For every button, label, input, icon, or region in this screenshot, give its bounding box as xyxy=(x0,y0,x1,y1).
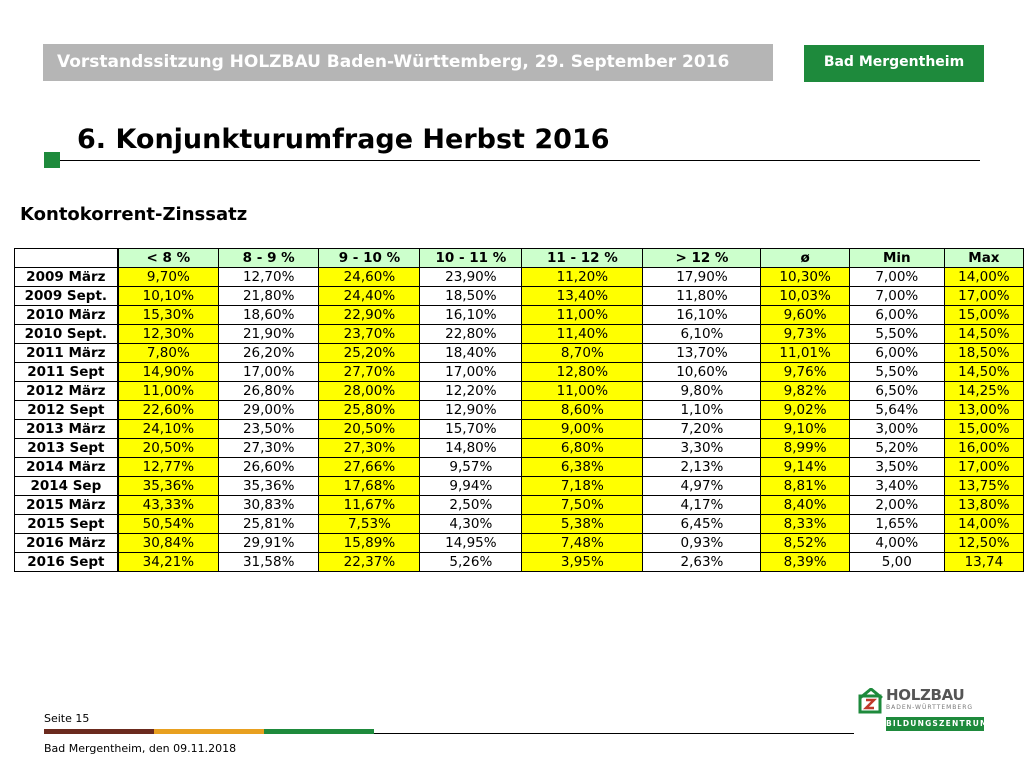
page-number: Seite 15 xyxy=(44,712,90,725)
footer-date-line: Bad Mergentheim, den 09.11.2018 xyxy=(44,742,237,755)
table-cell: 14,25% xyxy=(944,382,1023,401)
title-bullet-square xyxy=(44,152,60,168)
table-cell: 7,00% xyxy=(849,268,944,287)
table-cell: 30,83% xyxy=(219,496,319,515)
table-cell: 9,14% xyxy=(761,458,849,477)
table-cell: 7,53% xyxy=(319,515,420,534)
table-cell: 6,38% xyxy=(522,458,643,477)
footer-color-stripes xyxy=(44,729,374,734)
table-cell: 29,00% xyxy=(219,401,319,420)
table-cell: 16,00% xyxy=(944,439,1023,458)
table-cell: 28,00% xyxy=(319,382,420,401)
table-cell: 5,64% xyxy=(849,401,944,420)
table-cell: 15,89% xyxy=(319,534,420,553)
table-cell: 10,30% xyxy=(761,268,849,287)
table-cell: 17,68% xyxy=(319,477,420,496)
title-underline xyxy=(60,160,980,161)
table-cell: 11,67% xyxy=(319,496,420,515)
table-cell: 35,36% xyxy=(118,477,219,496)
table-cell: 25,80% xyxy=(319,401,420,420)
table-cell: 6,50% xyxy=(849,382,944,401)
table-cell: 10,03% xyxy=(761,287,849,306)
table-cell: 11,20% xyxy=(522,268,643,287)
table-cell: 10,60% xyxy=(643,363,761,382)
table-cell: 13,74 xyxy=(944,553,1023,572)
table-cell: 5,20% xyxy=(849,439,944,458)
table-cell: 9,00% xyxy=(522,420,643,439)
page-title: 6. Konjunkturumfrage Herbst 2016 xyxy=(77,124,610,155)
table-cell: 12,20% xyxy=(420,382,522,401)
holzbau-logo-icon xyxy=(858,688,884,714)
table-cell: 9,76% xyxy=(761,363,849,382)
table-cell: 9,73% xyxy=(761,325,849,344)
table-cell: 7,20% xyxy=(643,420,761,439)
row-label: 2016 Sept xyxy=(15,553,118,572)
table-cell: 7,48% xyxy=(522,534,643,553)
table-cell: 17,00% xyxy=(944,287,1023,306)
table-cell: 17,00% xyxy=(944,458,1023,477)
column-header: 11 - 12 % xyxy=(522,249,643,268)
table-corner-cell xyxy=(15,249,118,268)
table-cell: 14,50% xyxy=(944,325,1023,344)
column-header: < 8 % xyxy=(118,249,219,268)
column-header: Min xyxy=(849,249,944,268)
table-cell: 6,80% xyxy=(522,439,643,458)
table-cell: 8,70% xyxy=(522,344,643,363)
table-cell: 15,00% xyxy=(944,420,1023,439)
table-cell: 3,00% xyxy=(849,420,944,439)
table-cell: 17,90% xyxy=(643,268,761,287)
column-header: 8 - 9 % xyxy=(219,249,319,268)
row-label: 2014 März xyxy=(15,458,118,477)
table-cell: 15,70% xyxy=(420,420,522,439)
meeting-title-bar xyxy=(43,44,773,81)
table-cell: 4,00% xyxy=(849,534,944,553)
table-cell: 30,84% xyxy=(118,534,219,553)
row-label: 2012 März xyxy=(15,382,118,401)
table-cell: 29,91% xyxy=(219,534,319,553)
table-cell: 22,37% xyxy=(319,553,420,572)
table-cell: 24,40% xyxy=(319,287,420,306)
location-badge xyxy=(804,45,984,82)
column-header: > 12 % xyxy=(643,249,761,268)
table-cell: 27,66% xyxy=(319,458,420,477)
table-cell: 7,80% xyxy=(118,344,219,363)
table-cell: 26,20% xyxy=(219,344,319,363)
table-cell: 8,40% xyxy=(761,496,849,515)
table-cell: 12,30% xyxy=(118,325,219,344)
table-cell: 5,50% xyxy=(849,363,944,382)
table-cell: 23,50% xyxy=(219,420,319,439)
row-label: 2009 März xyxy=(15,268,118,287)
table-cell: 6,00% xyxy=(849,344,944,363)
table-row xyxy=(15,287,1024,306)
table-row xyxy=(15,439,1024,458)
table-row xyxy=(15,325,1024,344)
table-cell: 6,45% xyxy=(643,515,761,534)
table-row xyxy=(15,306,1024,325)
table-cell: 12,80% xyxy=(522,363,643,382)
row-label: 2015 Sept xyxy=(15,515,118,534)
table-row xyxy=(15,268,1024,287)
logo-bar-text: BILDUNGSZENTRUM xyxy=(886,717,984,731)
table-cell: 2,00% xyxy=(849,496,944,515)
table-cell: 9,70% xyxy=(118,268,219,287)
table-cell: 14,00% xyxy=(944,268,1023,287)
table-cell: 35,36% xyxy=(219,477,319,496)
table-cell: 20,50% xyxy=(319,420,420,439)
table-cell: 7,18% xyxy=(522,477,643,496)
table-row xyxy=(15,477,1024,496)
table-cell: 24,60% xyxy=(319,268,420,287)
row-label: 2010 März xyxy=(15,306,118,325)
table-cell: 3,40% xyxy=(849,477,944,496)
table-cell: 18,50% xyxy=(420,287,522,306)
table-cell: 3,95% xyxy=(522,553,643,572)
table-cell: 0,93% xyxy=(643,534,761,553)
table-cell: 11,40% xyxy=(522,325,643,344)
logo-subtitle: BADEN-WÜRTTEMBERG xyxy=(886,704,974,711)
table-cell: 34,21% xyxy=(118,553,219,572)
table-cell: 5,26% xyxy=(420,553,522,572)
holzbau-logo xyxy=(858,686,989,736)
table-cell: 27,30% xyxy=(219,439,319,458)
table-cell: 12,90% xyxy=(420,401,522,420)
table-cell: 26,60% xyxy=(219,458,319,477)
table-cell: 50,54% xyxy=(118,515,219,534)
table-cell: 31,58% xyxy=(219,553,319,572)
table-cell: 14,90% xyxy=(118,363,219,382)
table-cell: 13,70% xyxy=(643,344,761,363)
row-label: 2015 März xyxy=(15,496,118,515)
table-cell: 9,02% xyxy=(761,401,849,420)
table-header-row xyxy=(15,249,1024,268)
location-label: Bad Mergentheim xyxy=(823,54,965,70)
column-header: ø xyxy=(761,249,849,268)
table-cell: 4,17% xyxy=(643,496,761,515)
table-cell: 14,00% xyxy=(944,515,1023,534)
table-cell: 21,90% xyxy=(219,325,319,344)
table-cell: 11,00% xyxy=(522,306,643,325)
table-cell: 3,30% xyxy=(643,439,761,458)
row-label: 2010 Sept. xyxy=(15,325,118,344)
row-label: 2012 Sept xyxy=(15,401,118,420)
table-row xyxy=(15,420,1024,439)
table-cell: 11,00% xyxy=(118,382,219,401)
table-row xyxy=(15,344,1024,363)
row-label: 2009 Sept. xyxy=(15,287,118,306)
table-cell: 18,50% xyxy=(944,344,1023,363)
table-cell: 8,60% xyxy=(522,401,643,420)
table-cell: 21,80% xyxy=(219,287,319,306)
table-cell: 8,81% xyxy=(761,477,849,496)
table-cell: 3,50% xyxy=(849,458,944,477)
table-cell: 14,80% xyxy=(420,439,522,458)
table-cell: 23,70% xyxy=(319,325,420,344)
table-cell: 14,50% xyxy=(944,363,1023,382)
table-cell: 22,60% xyxy=(118,401,219,420)
table-cell: 9,57% xyxy=(420,458,522,477)
table-cell: 25,81% xyxy=(219,515,319,534)
meeting-title: Vorstandssitzung HOLZBAU Baden-Württemberg, 29. September 2016 xyxy=(57,52,730,72)
table-cell: 2,63% xyxy=(643,553,761,572)
table-row xyxy=(15,496,1024,515)
table-cell: 8,52% xyxy=(761,534,849,553)
table-cell: 11,01% xyxy=(761,344,849,363)
table-cell: 1,65% xyxy=(849,515,944,534)
table-cell: 4,30% xyxy=(420,515,522,534)
stripe-orange xyxy=(154,729,264,734)
table-cell: 5,38% xyxy=(522,515,643,534)
table-cell: 6,00% xyxy=(849,306,944,325)
table-row xyxy=(15,515,1024,534)
table-cell: 15,30% xyxy=(118,306,219,325)
table-cell: 13,80% xyxy=(944,496,1023,515)
table-cell: 1,10% xyxy=(643,401,761,420)
table-cell: 8,39% xyxy=(761,553,849,572)
table-cell: 2,50% xyxy=(420,496,522,515)
table-cell: 7,00% xyxy=(849,287,944,306)
table-cell: 9,94% xyxy=(420,477,522,496)
table-cell: 16,10% xyxy=(643,306,761,325)
table-cell: 27,30% xyxy=(319,439,420,458)
table-cell: 26,80% xyxy=(219,382,319,401)
table-cell: 18,60% xyxy=(219,306,319,325)
table-cell: 14,95% xyxy=(420,534,522,553)
stripe-green xyxy=(264,729,374,734)
table-cell: 9,60% xyxy=(761,306,849,325)
column-header: 9 - 10 % xyxy=(319,249,420,268)
table-body xyxy=(15,268,1024,572)
table-cell: 9,82% xyxy=(761,382,849,401)
section-heading: Kontokorrent-Zinssatz xyxy=(20,204,248,225)
interest-rate-table xyxy=(14,248,1024,572)
row-label: 2011 Sept xyxy=(15,363,118,382)
table-cell: 9,80% xyxy=(643,382,761,401)
table-cell: 12,77% xyxy=(118,458,219,477)
table-cell: 43,33% xyxy=(118,496,219,515)
table-cell: 16,10% xyxy=(420,306,522,325)
column-header: 10 - 11 % xyxy=(420,249,522,268)
table-cell: 2,13% xyxy=(643,458,761,477)
table-cell: 8,33% xyxy=(761,515,849,534)
row-label: 2014 Sep xyxy=(15,477,118,496)
row-label: 2016 März xyxy=(15,534,118,553)
footer-rule xyxy=(374,733,854,734)
table-row xyxy=(15,363,1024,382)
table-row xyxy=(15,534,1024,553)
table-cell: 13,75% xyxy=(944,477,1023,496)
table-cell: 22,90% xyxy=(319,306,420,325)
table-cell: 20,50% xyxy=(118,439,219,458)
table-cell: 18,40% xyxy=(420,344,522,363)
table-cell: 5,50% xyxy=(849,325,944,344)
table-cell: 23,90% xyxy=(420,268,522,287)
table-cell: 22,80% xyxy=(420,325,522,344)
table-cell: 13,00% xyxy=(944,401,1023,420)
table-cell: 5,00 xyxy=(849,553,944,572)
table-cell: 24,10% xyxy=(118,420,219,439)
table-cell: 17,00% xyxy=(219,363,319,382)
column-header: Max xyxy=(944,249,1023,268)
table-cell: 7,50% xyxy=(522,496,643,515)
table-cell: 17,00% xyxy=(420,363,522,382)
table-cell: 11,00% xyxy=(522,382,643,401)
table-cell: 27,70% xyxy=(319,363,420,382)
stripe-brown xyxy=(44,729,154,734)
table-cell: 11,80% xyxy=(643,287,761,306)
table-cell: 13,40% xyxy=(522,287,643,306)
table-cell: 8,99% xyxy=(761,439,849,458)
table-cell: 4,97% xyxy=(643,477,761,496)
table-row xyxy=(15,401,1024,420)
table-cell: 9,10% xyxy=(761,420,849,439)
table-cell: 25,20% xyxy=(319,344,420,363)
row-label: 2011 März xyxy=(15,344,118,363)
table-cell: 6,10% xyxy=(643,325,761,344)
table-cell: 15,00% xyxy=(944,306,1023,325)
logo-name: HOLZBAU xyxy=(886,686,965,704)
table-cell: 10,10% xyxy=(118,287,219,306)
table-row xyxy=(15,458,1024,477)
table-cell: 12,50% xyxy=(944,534,1023,553)
table-row xyxy=(15,382,1024,401)
row-label: 2013 Sept xyxy=(15,439,118,458)
table-cell: 12,70% xyxy=(219,268,319,287)
table-row xyxy=(15,553,1024,572)
row-label: 2013 März xyxy=(15,420,118,439)
